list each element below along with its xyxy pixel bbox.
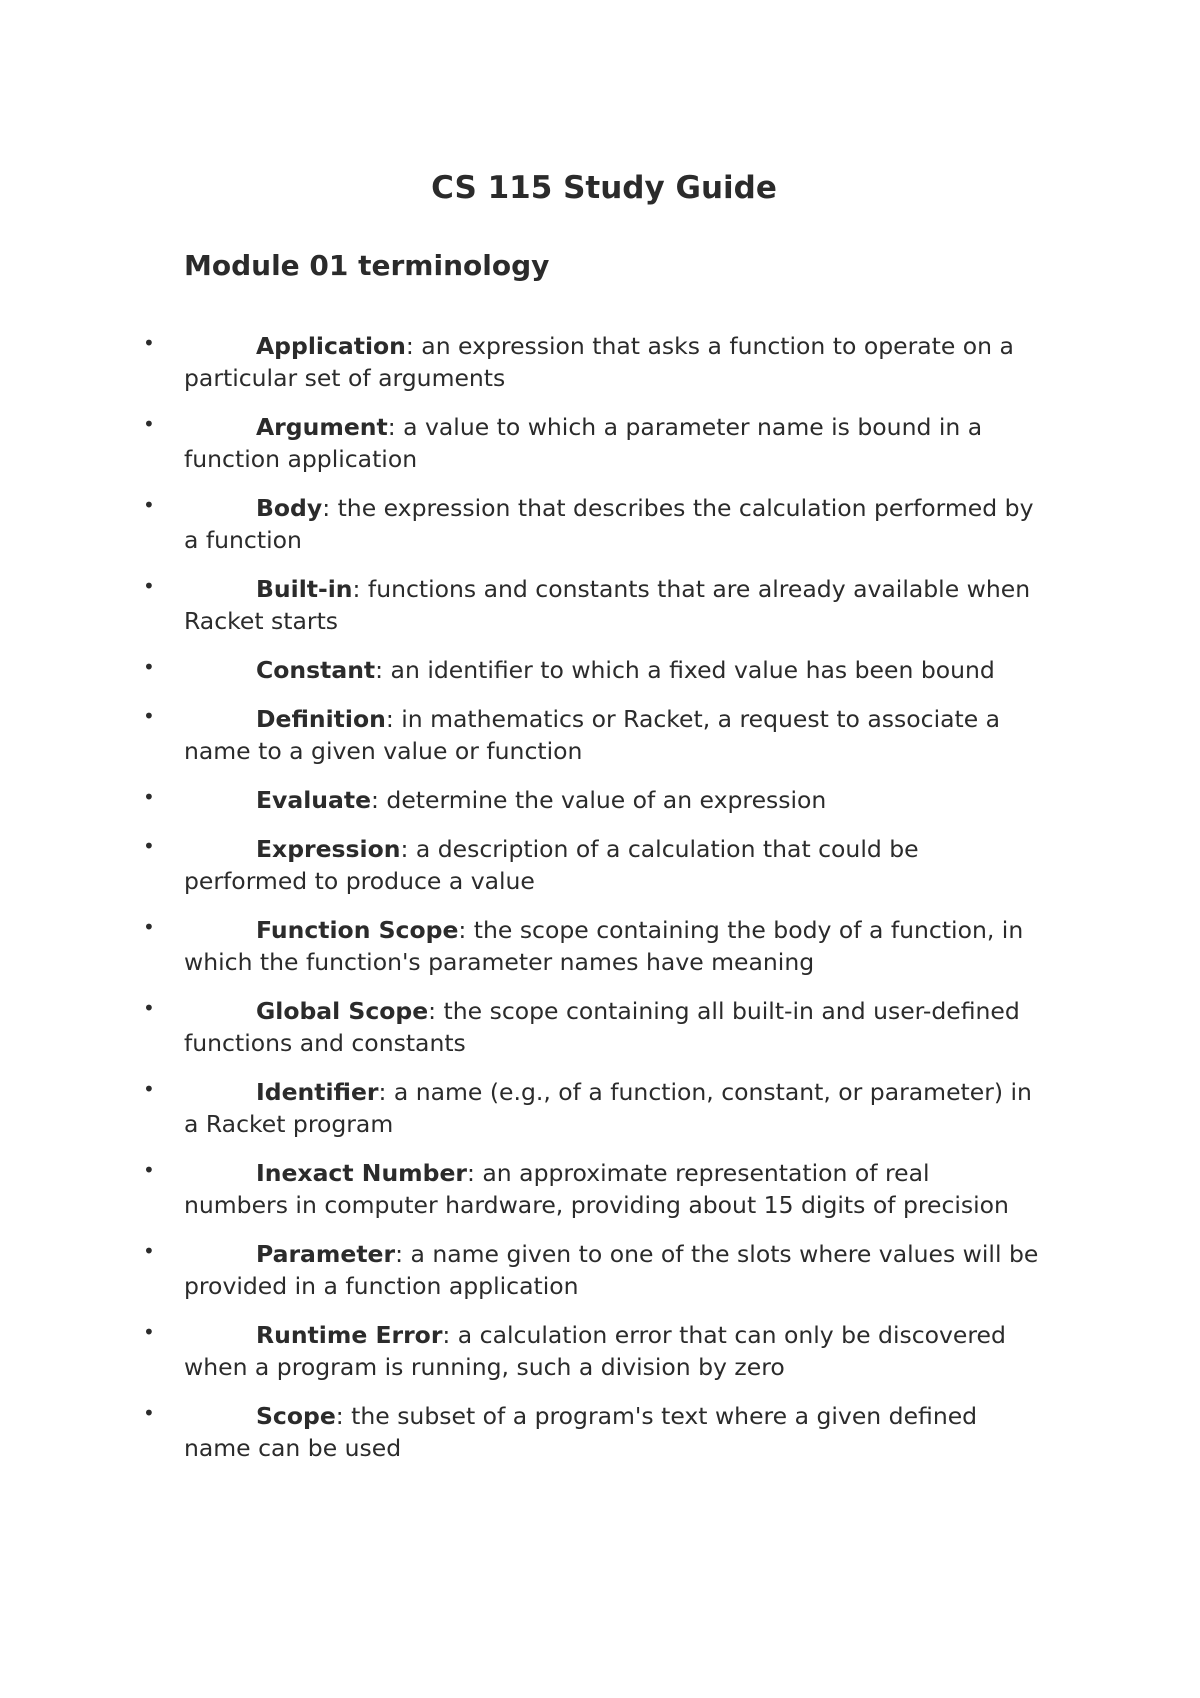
term-definition: : an approximate representation of real numbers in computer hardware, providing about 15 digits of precision [184, 1159, 1009, 1219]
term-definition: : determine the value of an expression [371, 786, 827, 814]
list-item [0, 833, 1200, 897]
term-definition: : an identifier to which a fixed value has been bound [375, 656, 995, 684]
list-item [0, 654, 1200, 686]
bullet-icon: • [143, 574, 155, 598]
list-item [0, 1157, 1200, 1221]
term-definition: : the expression that describes the calculation performed by a function [184, 494, 1034, 554]
term-definition: : a name (e.g., of a function, constant, or parameter) in a Racket program [184, 1078, 1032, 1138]
list-item [0, 784, 1200, 816]
list-item [0, 1400, 1200, 1464]
term-definition: : in mathematics or Racket, a request to associate a name to a given value or function [184, 705, 1001, 765]
bullet-icon: • [143, 704, 155, 728]
list-item [0, 1319, 1200, 1383]
bullet-icon: • [143, 1077, 155, 1101]
term-label: Scope [256, 1402, 336, 1430]
term-label: Definition [256, 705, 386, 733]
list-item [0, 573, 1200, 637]
list-item [0, 1238, 1200, 1302]
bullet-icon: • [143, 1158, 155, 1182]
term-label: Identifier [256, 1078, 379, 1106]
term-definition: : a calculation error that can only be discovered when a program is running, such a division by zero [184, 1321, 1006, 1381]
term-definition: : a name given to one of the slots where values will be provided in a function application [184, 1240, 1039, 1300]
bullet-icon: • [143, 493, 155, 517]
bullet-icon: • [143, 915, 155, 939]
term-label: Constant [256, 656, 376, 684]
bullet-icon: • [143, 1401, 155, 1425]
list-item [0, 914, 1200, 978]
term-label: Runtime Error [256, 1321, 443, 1349]
list-item [0, 411, 1200, 475]
bullet-icon: • [143, 1320, 155, 1344]
list-item [0, 330, 1200, 394]
list-item [0, 492, 1200, 556]
bullet-icon: • [143, 655, 155, 679]
bullet-icon: • [143, 1239, 155, 1263]
term-label: Expression [256, 835, 401, 863]
section-heading: Module 01 terminology [184, 249, 550, 282]
term-definition: : the subset of a program's text where a given defined name can be used [184, 1402, 978, 1462]
list-item [0, 1076, 1200, 1140]
term-definition: : a description of a calculation that could be performed to produce a value [184, 835, 919, 895]
term-label: Body [256, 494, 323, 522]
bullet-icon: • [143, 834, 155, 858]
term-label: Argument [256, 413, 388, 441]
term-label: Function Scope [256, 916, 459, 944]
list-item [0, 995, 1200, 1059]
bullet-icon: • [143, 331, 155, 355]
term-label: Built-in [256, 575, 353, 603]
term-definition: : the scope containing all built-in and user-defined functions and constants [184, 997, 1020, 1057]
term-definition: : the scope containing the body of a function, in which the function's parameter names have meaning [184, 916, 1024, 976]
term-label: Global Scope [256, 997, 429, 1025]
term-definition: : a value to which a parameter name is bound in a function application [184, 413, 983, 473]
term-label: Application [256, 332, 406, 360]
bullet-icon: • [143, 412, 155, 436]
term-definition: : an expression that asks a function to operate on a particular set of arguments [184, 332, 1014, 392]
term-definition: : functions and constants that are already available when Racket starts [184, 575, 1031, 635]
term-label: Parameter [256, 1240, 396, 1268]
bullet-icon: • [143, 996, 155, 1020]
terminology-list [0, 330, 1200, 1481]
term-label: Inexact Number [256, 1159, 468, 1187]
list-item [0, 703, 1200, 767]
term-label: Evaluate [256, 786, 372, 814]
document-title: CS 115 Study Guide [431, 170, 777, 206]
bullet-icon: • [143, 785, 155, 809]
